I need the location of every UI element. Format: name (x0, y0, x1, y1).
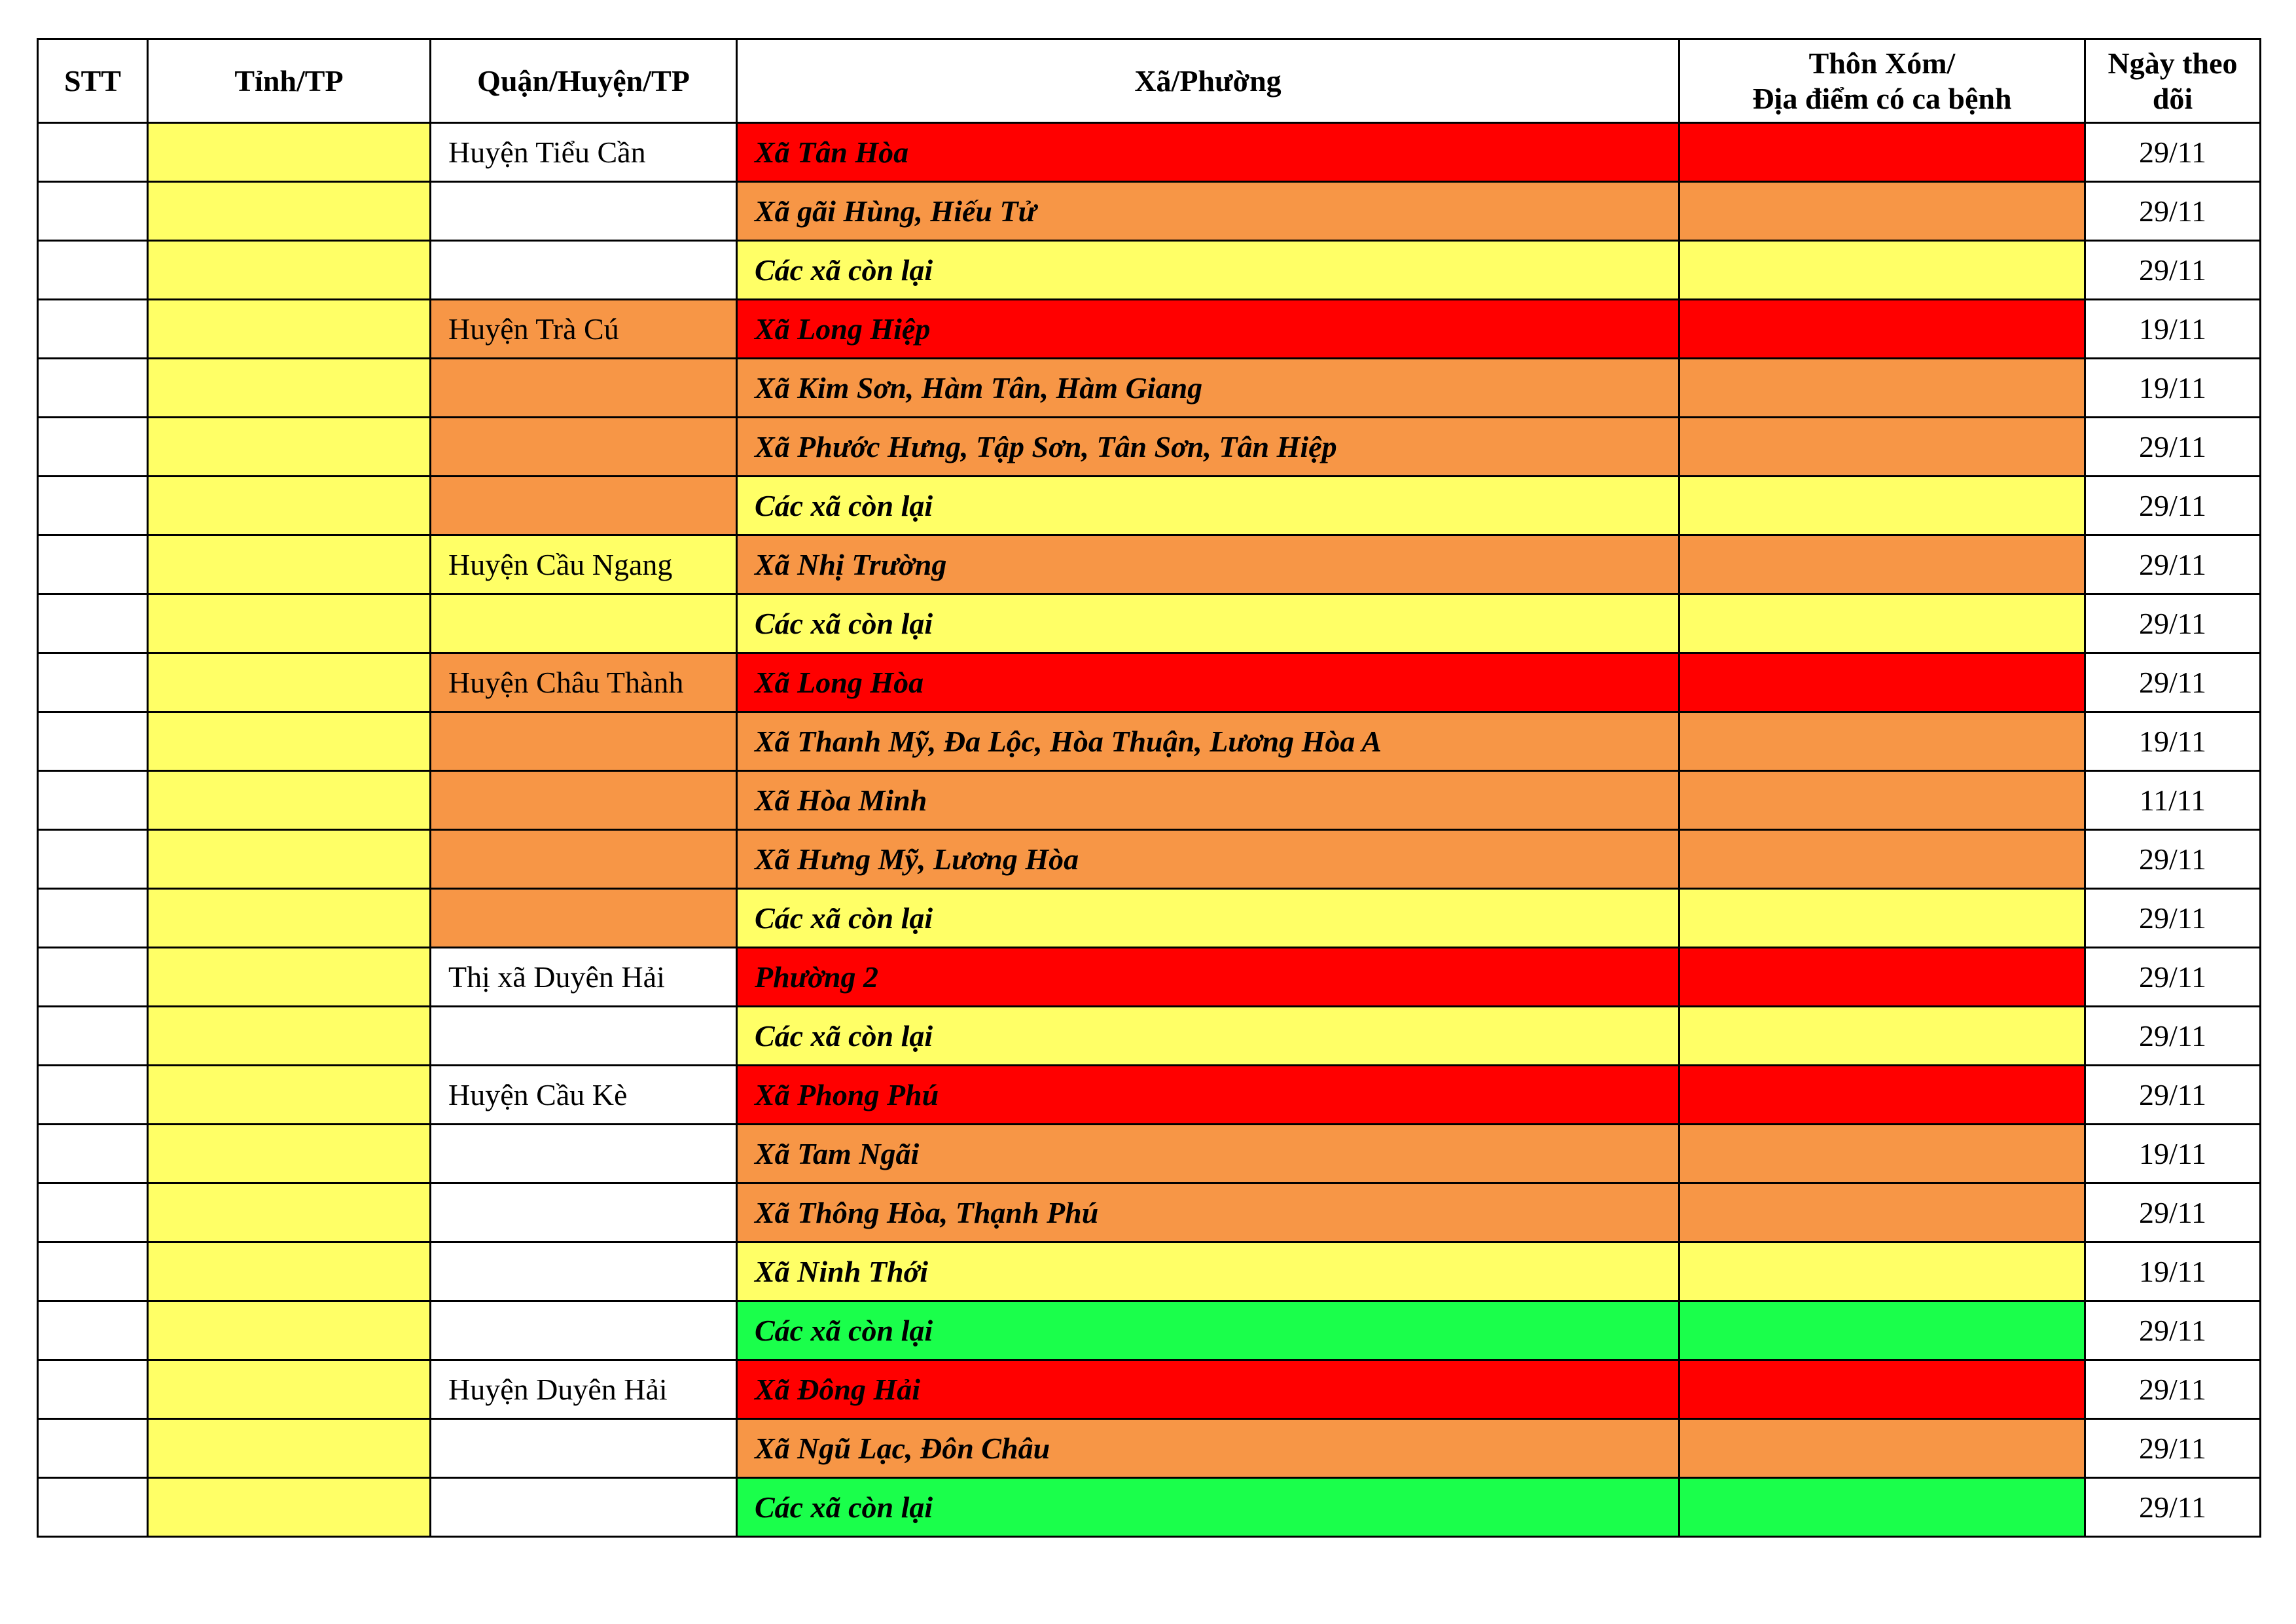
cell-ward: Các xã còn lại (737, 594, 1679, 653)
cell-ward: Xã Long Hiệp (737, 300, 1679, 359)
cell-hamlet (1679, 1360, 2085, 1419)
cell-stt (38, 1360, 148, 1419)
cell-province (148, 1007, 431, 1066)
cell-stt (38, 889, 148, 948)
cell-date: 29/11 (2085, 123, 2261, 182)
cell-province (148, 535, 431, 594)
cell-date: 29/11 (2085, 653, 2261, 712)
cell-stt (38, 1419, 148, 1478)
cell-district (431, 241, 737, 300)
table-row (38, 653, 2261, 712)
header-district: Quận/Huyện/TP (431, 39, 737, 123)
cell-stt (38, 1301, 148, 1360)
cell-hamlet (1679, 712, 2085, 771)
cell-stt (38, 830, 148, 889)
cell-hamlet (1679, 1478, 2085, 1537)
cell-date: 19/11 (2085, 1125, 2261, 1183)
cell-district (431, 771, 737, 830)
cell-date: 29/11 (2085, 1183, 2261, 1242)
cell-district (431, 359, 737, 418)
cell-district (431, 889, 737, 948)
cell-date: 19/11 (2085, 359, 2261, 418)
cell-ward: Xã Tam Ngãi (737, 1125, 1679, 1183)
cell-hamlet (1679, 241, 2085, 300)
cell-ward: Xã Nhị Trường (737, 535, 1679, 594)
cell-province (148, 948, 431, 1007)
cell-hamlet (1679, 771, 2085, 830)
cell-district (431, 1478, 737, 1537)
cell-district: Thị xã Duyên Hải (431, 948, 737, 1007)
cell-stt (38, 418, 148, 477)
cell-province (148, 712, 431, 771)
cell-ward: Xã Long Hòa (737, 653, 1679, 712)
cell-province (148, 300, 431, 359)
cell-province (148, 1360, 431, 1419)
cell-ward: Xã Thanh Mỹ, Đa Lộc, Hòa Thuận, Lương Hòa A (737, 712, 1679, 771)
table-row (38, 771, 2261, 830)
cell-stt (38, 477, 148, 535)
cell-district (431, 1183, 737, 1242)
cell-ward: Các xã còn lại (737, 889, 1679, 948)
cell-district: Huyện Tiểu Cần (431, 123, 737, 182)
header-hamlet-line2: Địa điểm có ca bệnh (1752, 81, 2012, 115)
cell-ward: Xã Kim Sơn, Hàm Tân, Hàm Giang (737, 359, 1679, 418)
table-row (38, 1242, 2261, 1301)
cell-hamlet (1679, 1066, 2085, 1125)
cell-hamlet (1679, 182, 2085, 241)
cell-district (431, 594, 737, 653)
table-row (38, 830, 2261, 889)
table-row (38, 1478, 2261, 1537)
cell-date: 29/11 (2085, 241, 2261, 300)
cell-hamlet (1679, 889, 2085, 948)
table-row (38, 1007, 2261, 1066)
table-row (38, 1183, 2261, 1242)
cell-hamlet (1679, 300, 2085, 359)
cell-date: 11/11 (2085, 771, 2261, 830)
cell-date: 29/11 (2085, 1478, 2261, 1537)
cell-district: Huyện Cầu Ngang (431, 535, 737, 594)
cell-hamlet (1679, 653, 2085, 712)
cell-stt (38, 300, 148, 359)
cell-hamlet (1679, 1242, 2085, 1301)
cell-date: 29/11 (2085, 1301, 2261, 1360)
cell-district: Huyện Duyên Hải (431, 1360, 737, 1419)
cell-province (148, 1183, 431, 1242)
cell-date: 29/11 (2085, 182, 2261, 241)
cell-stt (38, 1183, 148, 1242)
table-row (38, 535, 2261, 594)
table-row (38, 1125, 2261, 1183)
cell-stt (38, 182, 148, 241)
cell-date: 29/11 (2085, 830, 2261, 889)
cell-date: 29/11 (2085, 1360, 2261, 1419)
cell-district (431, 1242, 737, 1301)
cell-province (148, 123, 431, 182)
table-row (38, 1360, 2261, 1419)
table-row (38, 418, 2261, 477)
cell-district (431, 1125, 737, 1183)
table-row (38, 477, 2261, 535)
cell-date: 29/11 (2085, 889, 2261, 948)
cell-district (431, 712, 737, 771)
cell-hamlet (1679, 1301, 2085, 1360)
cell-date: 29/11 (2085, 1419, 2261, 1478)
cell-date: 19/11 (2085, 1242, 2261, 1301)
cell-province (148, 477, 431, 535)
cell-date: 29/11 (2085, 1007, 2261, 1066)
cell-stt (38, 1007, 148, 1066)
cell-ward: Xã Đông Hải (737, 1360, 1679, 1419)
cell-province (148, 653, 431, 712)
cell-province (148, 1419, 431, 1478)
header-stt: STT (38, 39, 148, 123)
cell-hamlet (1679, 123, 2085, 182)
cell-stt (38, 1242, 148, 1301)
cell-ward: Các xã còn lại (737, 1478, 1679, 1537)
header-hamlet (1679, 39, 2085, 123)
cell-stt (38, 359, 148, 418)
table-row (38, 300, 2261, 359)
cell-ward: Xã Ngũ Lạc, Đôn Châu (737, 1419, 1679, 1478)
cell-ward: Xã Phước Hưng, Tập Sơn, Tân Sơn, Tân Hiệp (737, 418, 1679, 477)
cell-hamlet (1679, 1125, 2085, 1183)
header-date-line2: dõi (2152, 81, 2193, 115)
cell-hamlet (1679, 1419, 2085, 1478)
cell-province (148, 359, 431, 418)
cell-hamlet (1679, 535, 2085, 594)
table-row (38, 1066, 2261, 1125)
covid-risk-table (37, 38, 2261, 1538)
header-province: Tỉnh/TP (148, 39, 431, 123)
cell-hamlet (1679, 418, 2085, 477)
cell-ward: Các xã còn lại (737, 477, 1679, 535)
cell-date: 29/11 (2085, 477, 2261, 535)
table-row (38, 241, 2261, 300)
cell-date: 19/11 (2085, 712, 2261, 771)
cell-province (148, 1301, 431, 1360)
header-date-line1: Ngày theo (2108, 46, 2238, 80)
table-row (38, 123, 2261, 182)
cell-district: Huyện Châu Thành (431, 653, 737, 712)
cell-stt (38, 1478, 148, 1537)
cell-province (148, 594, 431, 653)
table-row (38, 1301, 2261, 1360)
table-body (38, 123, 2261, 1537)
cell-district (431, 1301, 737, 1360)
cell-hamlet (1679, 594, 2085, 653)
cell-province (148, 1125, 431, 1183)
cell-ward: Các xã còn lại (737, 1301, 1679, 1360)
cell-ward: Phường 2 (737, 948, 1679, 1007)
cell-ward: Xã Ninh Thới (737, 1242, 1679, 1301)
cell-date: 29/11 (2085, 948, 2261, 1007)
cell-hamlet (1679, 1007, 2085, 1066)
header-row (38, 39, 2261, 123)
cell-date: 29/11 (2085, 1066, 2261, 1125)
cell-province (148, 1242, 431, 1301)
cell-ward: Xã Thông Hòa, Thạnh Phú (737, 1183, 1679, 1242)
cell-province (148, 241, 431, 300)
cell-stt (38, 1125, 148, 1183)
cell-stt (38, 771, 148, 830)
table-row (38, 948, 2261, 1007)
cell-stt (38, 1066, 148, 1125)
cell-province (148, 1066, 431, 1125)
cell-province (148, 889, 431, 948)
table-row (38, 182, 2261, 241)
cell-province (148, 771, 431, 830)
cell-stt (38, 653, 148, 712)
cell-ward: Các xã còn lại (737, 1007, 1679, 1066)
cell-province (148, 418, 431, 477)
cell-district (431, 477, 737, 535)
cell-stt (38, 123, 148, 182)
cell-district: Huyện Cầu Kè (431, 1066, 737, 1125)
cell-stt (38, 594, 148, 653)
cell-province (148, 1478, 431, 1537)
cell-province (148, 182, 431, 241)
header-hamlet-line1: Thôn Xóm/ (1808, 46, 1956, 80)
cell-district: Huyện Trà Cú (431, 300, 737, 359)
table-row (38, 1419, 2261, 1478)
cell-stt (38, 712, 148, 771)
table-row (38, 889, 2261, 948)
cell-hamlet (1679, 1183, 2085, 1242)
cell-ward: Xã Tân Hòa (737, 123, 1679, 182)
table-row (38, 359, 2261, 418)
table-row (38, 594, 2261, 653)
cell-stt (38, 241, 148, 300)
cell-hamlet (1679, 948, 2085, 1007)
cell-date: 29/11 (2085, 418, 2261, 477)
cell-hamlet (1679, 830, 2085, 889)
cell-hamlet (1679, 359, 2085, 418)
cell-stt (38, 535, 148, 594)
cell-district (431, 1419, 737, 1478)
cell-date: 29/11 (2085, 535, 2261, 594)
cell-stt (38, 948, 148, 1007)
header-date (2085, 39, 2261, 123)
cell-ward: Xã Hòa Minh (737, 771, 1679, 830)
cell-date: 29/11 (2085, 594, 2261, 653)
cell-district (431, 182, 737, 241)
cell-district (431, 830, 737, 889)
cell-date: 19/11 (2085, 300, 2261, 359)
cell-ward: Xã Phong Phú (737, 1066, 1679, 1125)
cell-province (148, 830, 431, 889)
cell-hamlet (1679, 477, 2085, 535)
cell-ward: Các xã còn lại (737, 241, 1679, 300)
header-ward: Xã/Phường (737, 39, 1679, 123)
cell-ward: Xã gãi Hùng, Hiếu Tử (737, 182, 1679, 241)
cell-ward: Xã Hưng Mỹ, Lương Hòa (737, 830, 1679, 889)
table-row (38, 712, 2261, 771)
cell-district (431, 418, 737, 477)
cell-district (431, 1007, 737, 1066)
